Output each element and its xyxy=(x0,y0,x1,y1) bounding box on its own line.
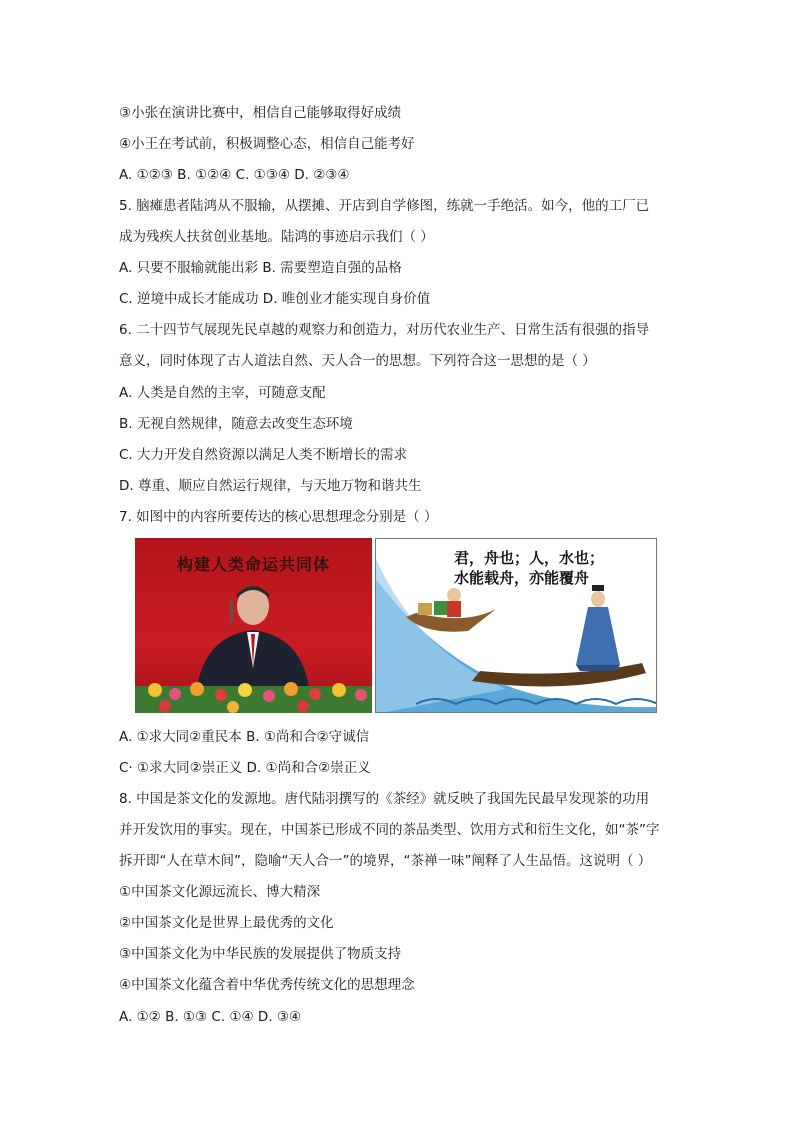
q5-stem-line2: 成为残疾人扶贫创业基地。陆鸿的事迹启示我们（ ） xyxy=(119,229,434,245)
q6-stem-line1: 6. 二十四节气展现先民卓越的观察力和创造力，对历代农业生产、日常生活有很强的指导 xyxy=(119,322,650,338)
q6-choice-d: D. 尊重、顺应自然运行规律，与天地万物和谐共生 xyxy=(119,478,422,494)
q8-option-2: ②中国茶文化是世界上最优秀的文化 xyxy=(119,915,334,931)
q8-choices: A. ①② B. ①③ C. ①④ D. ③④ xyxy=(119,1009,302,1025)
q6-stem-line2: 意义，同时体现了古人道法自然、天人合一的思想。下列符合这一思想的是（ ） xyxy=(119,353,596,369)
photo-panel xyxy=(135,538,372,713)
photo-banner-text: 构建人类命运共同体 xyxy=(176,555,330,574)
q7-figure xyxy=(135,538,657,713)
q6-choice-b: B. 无视自然规律，随意去改变生态环境 xyxy=(119,416,353,432)
q6-choice-c: C. 大力开发自然资源以满足人类不断增长的需求 xyxy=(119,447,408,463)
q7-choices-cd: C· ①求大同②崇正义 D. ①尚和合②崇正义 xyxy=(119,760,371,776)
q8-stem-line1: 8. 中国是茶文化的发源地。唐代陆羽撰写的《茶经》就反映了我国先民最早发现茶的功用 xyxy=(119,791,650,807)
q5-stem-line1: 5. 脑瘫患者陆鸿从不服输，从摆摊、开店到自学修图，练就一手绝活。如今，他的工厂已 xyxy=(119,198,650,214)
q8-stem-line3: 拆开即“人在草木间”，隐喻“天人合一”的境界，“茶禅一味”阐释了人生品悟。这说明（ ） xyxy=(119,853,652,869)
q6-choice-a: A. 人类是自然的主宰，可随意支配 xyxy=(119,385,326,401)
q8-option-4: ④中国茶文化蕴含着中华优秀传统文化的思想理念 xyxy=(119,977,415,993)
cartoon-quote-line2: 水能载舟，亦能覆舟 xyxy=(454,569,590,587)
cartoon-quote-line1: 君，舟也；人，水也； xyxy=(454,549,605,567)
speaker-illustration xyxy=(135,538,372,713)
q7-stem: 7. 如图中的内容所要传达的核心思想理念分别是（ ） xyxy=(119,509,438,525)
q4-choices: A. ①②③ B. ①②④ C. ①③④ D. ②③④ xyxy=(119,167,350,183)
q4-option-3: ③小张在演讲比赛中，相信自己能够取得好成绩 xyxy=(119,105,402,121)
q7-choices-ab: A. ①求大同②重民本 B. ①尚和合②守诚信 xyxy=(119,729,370,745)
q8-option-1: ①中国茶文化源远流长、博大精深 xyxy=(119,884,321,900)
q8-option-3: ③中国茶文化为中华民族的发展提供了物质支持 xyxy=(119,946,402,962)
cartoon-panel xyxy=(375,538,657,713)
q8-stem-line2: 并开发饮用的事实。现在，中国茶已形成不同的茶品类型、饮用方式和衍生文化，如“茶”字 xyxy=(119,822,660,838)
q5-choices-cd: C. 逆境中成长才能成功 D. 唯创业才能实现自身价值 xyxy=(119,291,431,307)
q5-choices-ab: A. 只要不服输就能出彩 B. 需要塑造自强的品格 xyxy=(119,260,402,276)
q4-option-4: ④小王在考试前，积极调整心态，相信自己能考好 xyxy=(119,136,415,152)
